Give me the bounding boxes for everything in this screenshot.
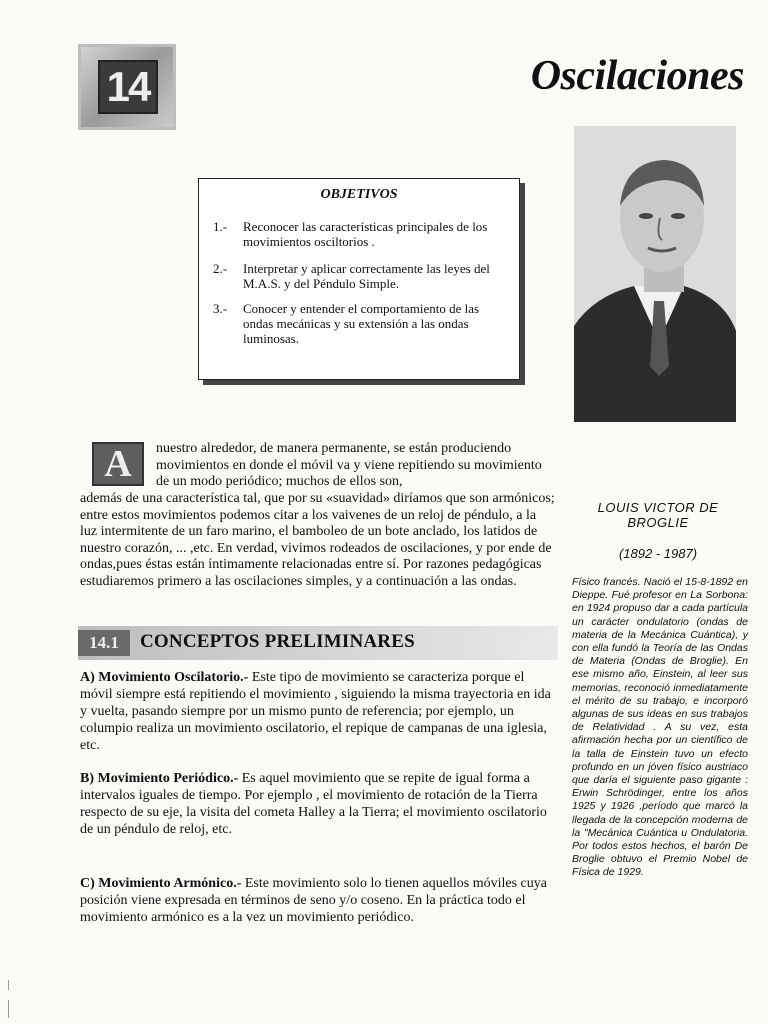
objective-text: Conocer y entender el comportamiento de las ondas mecánicas y su extensión a las ondas luminosas. [243,301,480,346]
concept-item [80,770,558,838]
concept-label: A) Movimiento Oscilatorio.- [80,670,249,685]
objective-item [213,261,505,291]
page-title: Oscilaciones [530,53,744,99]
objective-item [213,219,505,249]
objectives-box [198,178,520,380]
section-title: CONCEPTOS PRELIMINARES [140,631,415,652]
drop-cap: A [92,442,144,486]
portrait-photo [574,126,736,422]
chapter-number: 14 [98,60,158,114]
portrait-caption-years: (1892 - 1987) [618,546,698,561]
section-number: 14.1 [78,630,130,656]
objective-number: 3.- [213,301,228,316]
section-header [78,626,558,660]
portrait-caption-name: LOUIS VICTOR DE BROGLIE [597,500,719,530]
objectives-title: OBJETIVOS [320,187,398,202]
intro-paragraph-lead: nuestro alrededor, de manera permanente, se están produciendo movimientos en donde el móvil va y viene repitiendo su movimiento de un modo periódico; muchos de ellos son, [156,441,542,489]
concept-text: Es aquel movimiento que se repite de igual forma a intervalos iguales de tiempo. Por ejemplo , el movimiento de rotación de la Tierra respecto de su eje, la visita del cometa Halley a la Tierra; el movimiento oscilatorio de un péndulo de reloj, etc. [80,771,547,837]
margin-mark [8,980,9,990]
intro-paragraph: además de una característica tal, que por su «suavidad» diríamos que son armónicos; entre estos movimientos podemos citar a los vaivenes de un reloj de péndulo, a la luz intermitente de un faro marino, el bamboleo de un bote anclado, los latidos de nuestro corazón, ... ,etc. En verdad, vivimos rodeados de oscilaciones, y por ende de ondas,pues éstas están íntimamente relacionadas entre sí. Por razones pedagógicas estudiaremos primero a las oscilaciones simples, y a continuación a las ondas. [80,491,555,589]
objective-number: 2.- [213,261,228,276]
concept-item [80,875,558,926]
chapter-badge [78,44,176,130]
concept-label: B) Movimiento Periódico.- [80,771,239,786]
portrait-caption-bio: Físico francés. Nació el 15-8-1892 en Dieppe. Fué profesor en La Sorbona: en 1924 propuso dar a cada partícula un carácter ondulatorio (ondas de materia de la Mecánica Cuántica), y con ella fundó la Teoría de las Ondas de Materia (Ondas de Broglie). En ese mismo año, Einstein, al leer sus memorias, reconoció inmediatamente el mérito de su trabajo, e incorporó algunas de sus ideas en sus trabajos de Relatividad . A su vez, esta afirmación hecha por un científico de la talla de Einstein tuvo un efecto profundo en un jóven físico austriaco que daría el siguiente paso gigante : Erwin Schrödinger, entre los años 1925 y 1926 ,período que marcó la llegada de la concepción moderna de la "Mecánica Cuántica u Ondulatoria. Por todos estos hechos, el barón De Broglie obtuvo el Premio Nobel de Física de 1929. [572,576,748,879]
concept-label: C) Movimiento Armónico.- [80,876,242,891]
objective-number: 1.- [213,219,228,234]
objective-text: Reconocer las características principales de los movimientos osciltorios . [243,219,488,249]
concept-text: Este movimiento solo lo tienen aquellos móviles cuya posición viene expresada en términos de seno y/o coseno. En la práctica todo el movimiento armónico es a la vez un movimiento periódico. [80,876,547,925]
margin-mark [8,1000,9,1018]
concept-item [80,669,558,754]
portrait-illustration [574,126,736,422]
concept-text: Este tipo de movimiento se caracteriza porque el móvil siempre está repitiendo el movimiento , siguiendo la misma trayectoria en ida y vuelta, pasando siempre por un mismo punto de referencia; por ejemplo, un columpio realiza un movimiento oscilatorio, el repique de campanas de una iglesia, etc. [80,670,551,753]
objective-text: Interpretar y aplicar correctamente las leyes del M.A.S. y del Péndulo Simple. [243,261,490,291]
objective-item [213,301,505,346]
